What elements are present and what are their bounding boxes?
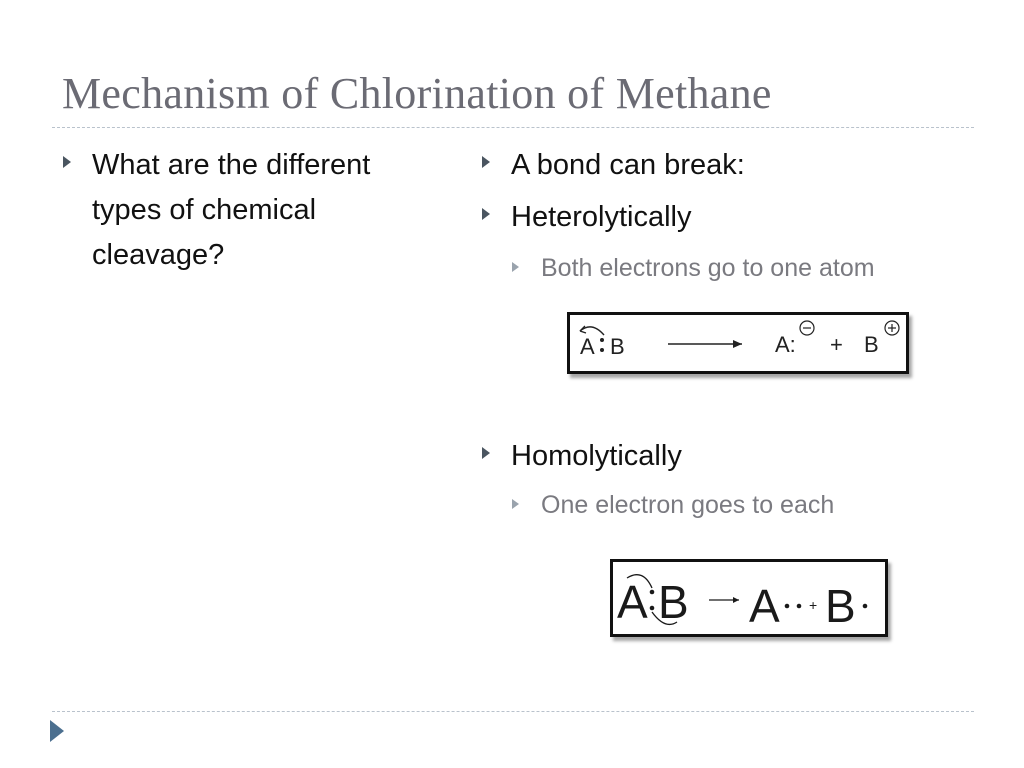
- homolytic-diagram-svg: [613, 562, 885, 634]
- radical-dot: [785, 604, 790, 609]
- left-bullet: [92, 143, 442, 278]
- subbullet-arrow-icon: [512, 499, 519, 509]
- heterolytic-subbullet: [541, 251, 991, 285]
- homolytic-detail: One electron goes to each: [541, 491, 835, 519]
- homolytic-label: Homolytically: [511, 440, 682, 472]
- heterolytic-plus: +: [830, 332, 843, 357]
- homolytic-reactant-a: A: [617, 576, 648, 628]
- heterolytic-diagram-svg: [570, 315, 906, 371]
- heterolytic-label: Heterolytically: [511, 201, 692, 233]
- heterolytic-product-b: B: [864, 332, 879, 357]
- radical-dot: [797, 604, 802, 609]
- bullet-arrow-icon: [63, 156, 71, 168]
- electron-dot: [650, 590, 655, 595]
- electron-dot: [600, 348, 604, 352]
- heterolytic-diagram: [567, 312, 909, 374]
- title-divider: [52, 127, 974, 128]
- reaction-arrowhead-icon: [733, 340, 742, 348]
- homolytic-product-a: A: [749, 580, 780, 632]
- slide-title: Mechanism of Chlorination of Methane: [62, 69, 772, 118]
- intro-bullet-text: A bond can break:: [511, 149, 745, 181]
- footer-divider: [52, 711, 974, 712]
- left-bullet-text: What are the different types of chemical cleavage?: [92, 149, 371, 271]
- heterolytic-reactant-b: B: [610, 334, 625, 359]
- homolytic-diagram: [610, 559, 888, 637]
- heterolytic-detail: Both electrons go to one atom: [541, 254, 875, 282]
- heterolytic-reactant-a: A: [580, 334, 595, 359]
- bullet-arrow-icon: [482, 208, 490, 220]
- homolytic-product-b: B: [825, 580, 856, 632]
- bullet-arrow-icon: [482, 447, 490, 459]
- electron-dot: [600, 338, 604, 342]
- homolytic-bullet: [511, 434, 991, 479]
- intro-bullet: [511, 143, 991, 188]
- subbullet-arrow-icon: [512, 262, 519, 272]
- reaction-arrowhead-icon: [733, 597, 739, 603]
- homolytic-subbullet: [541, 488, 991, 522]
- play-triangle-icon[interactable]: [50, 720, 64, 742]
- radical-dot: [863, 604, 868, 609]
- homolytic-plus: +: [809, 597, 818, 613]
- heterolytic-product-a: A:: [775, 332, 796, 357]
- bullet-arrow-icon: [482, 156, 490, 168]
- heterolytic-bullet: [511, 195, 991, 240]
- homolytic-reactant-b: B: [658, 576, 689, 628]
- electron-dot: [650, 606, 655, 611]
